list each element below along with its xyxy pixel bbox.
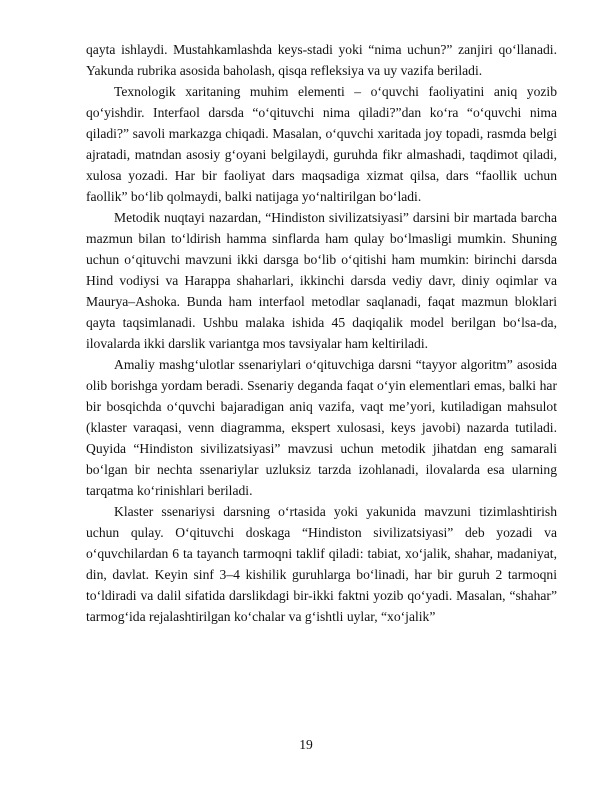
paragraph-methodical-view: Metodik nuqtayi nazardan, “Hindiston sivilizatsiyasi” darsini bir martada barcha mazmun bilan to‘ldirish hamma sinflarda ham qulay bo‘lmasligi mumkin. Shuning uchun o‘qituvchi mavzuni ikki darsga bo‘lib o‘qitishi ham mumkin: birinchi darsda Hind vodiysi va Harappa shaharlari, ikkinchi darsda vediy davr, diniy oqimlar va Maurya–Ashoka. Bunda ham interfaol metodlar saqlanadi, faqat mazmun bloklari qayta taqsimlanadi. Ushbu malaka ishida 45 daqiqalik model berilgan bo‘lsa-da, ilovalarda ikki darslik variantga mos tavsiyalar ham keltiriladi.: [86, 210, 557, 351]
paragraph-continuation: qayta ishlaydi. Mustahkamlashda keys-stadi yoki “nima uchun?” zanjiri qo‘llanadi. Yakunda rubrika asosida baholash, qisqa refleksiya va uy vazifa beriladi.: [86, 42, 557, 78]
paragraph-technological-map: Texnologik xaritaning muhim elementi – o‘quvchi faoliyatini aniq yozib qo‘yishdir. Interfaol darsda “o‘qituvchi nima qiladi?”dan ko‘ra “o‘quvchi nima qiladi?” savoli markazga chiqadi. Masalan, o‘quvchi xaritada joy topadi, rasmda belgi ajratadi, matndan asosiy g‘oyani belgilaydi, guruhda fikr almashadi, taqdimot qiladi, xulosa yozadi. Har bir faoliyat dars maqsadiga xizmat qilsa, dars “faollik uchun faollik” bo‘lib qolmaydi, balki natijaga yo‘naltirilgan bo‘ladi.: [86, 84, 557, 204]
document-page: [86, 39, 557, 627]
paragraph-cluster-scenario: Klaster ssenariysi darsning o‘rtasida yoki yakunida mavzuni tizimlashtirish uchun qulay. O‘qituvchi doskaga “Hindiston sivilizatsiyasi” deb yozadi va o‘quvchilardan 6 ta tayanch tarmoqni taklif qiladi: tabiat, xo‘jalik, shahar, madaniyat, din, davlat. Keyin sinf 3–4 kishilik guruhlarga bo‘linadi, har bir guruh 2 tarmoqni to‘ldiradi va dalil sifatida darslikdagi bir-ikki faktni yozib qo‘yadi. Masalan, “shahar” tarmog‘ida rejalashtirilgan ko‘chalar va g‘ishtli uylar, “xo‘jalik”: [86, 504, 557, 624]
page-number: 19: [299, 737, 313, 752]
paragraph-practical-scenarios: Amaliy mashg‘ulotlar ssenariylari o‘qituvchiga darsni “tayyor algoritm” asosida olib borishga yordam beradi. Ssenariy deganda faqat o‘yin elementlari emas, balki har bir bosqichda o‘quvchi bajaradigan aniq vazifa, vaqt me’yori, kutiladigan mahsulot (klaster varaqasi, venn diagramma, ekspert xulosasi, keys javobi) nazarda tutiladi. Quyida “Hindiston sivilizatsiyasi” mavzusi uchun metodik jihatdan eng samarali bo‘lgan bir nechta ssenariylar uzluksiz tarzda izohlanadi, ilovalarda esa ularning tarqatma ko‘rinishlari beriladi.: [86, 357, 557, 498]
